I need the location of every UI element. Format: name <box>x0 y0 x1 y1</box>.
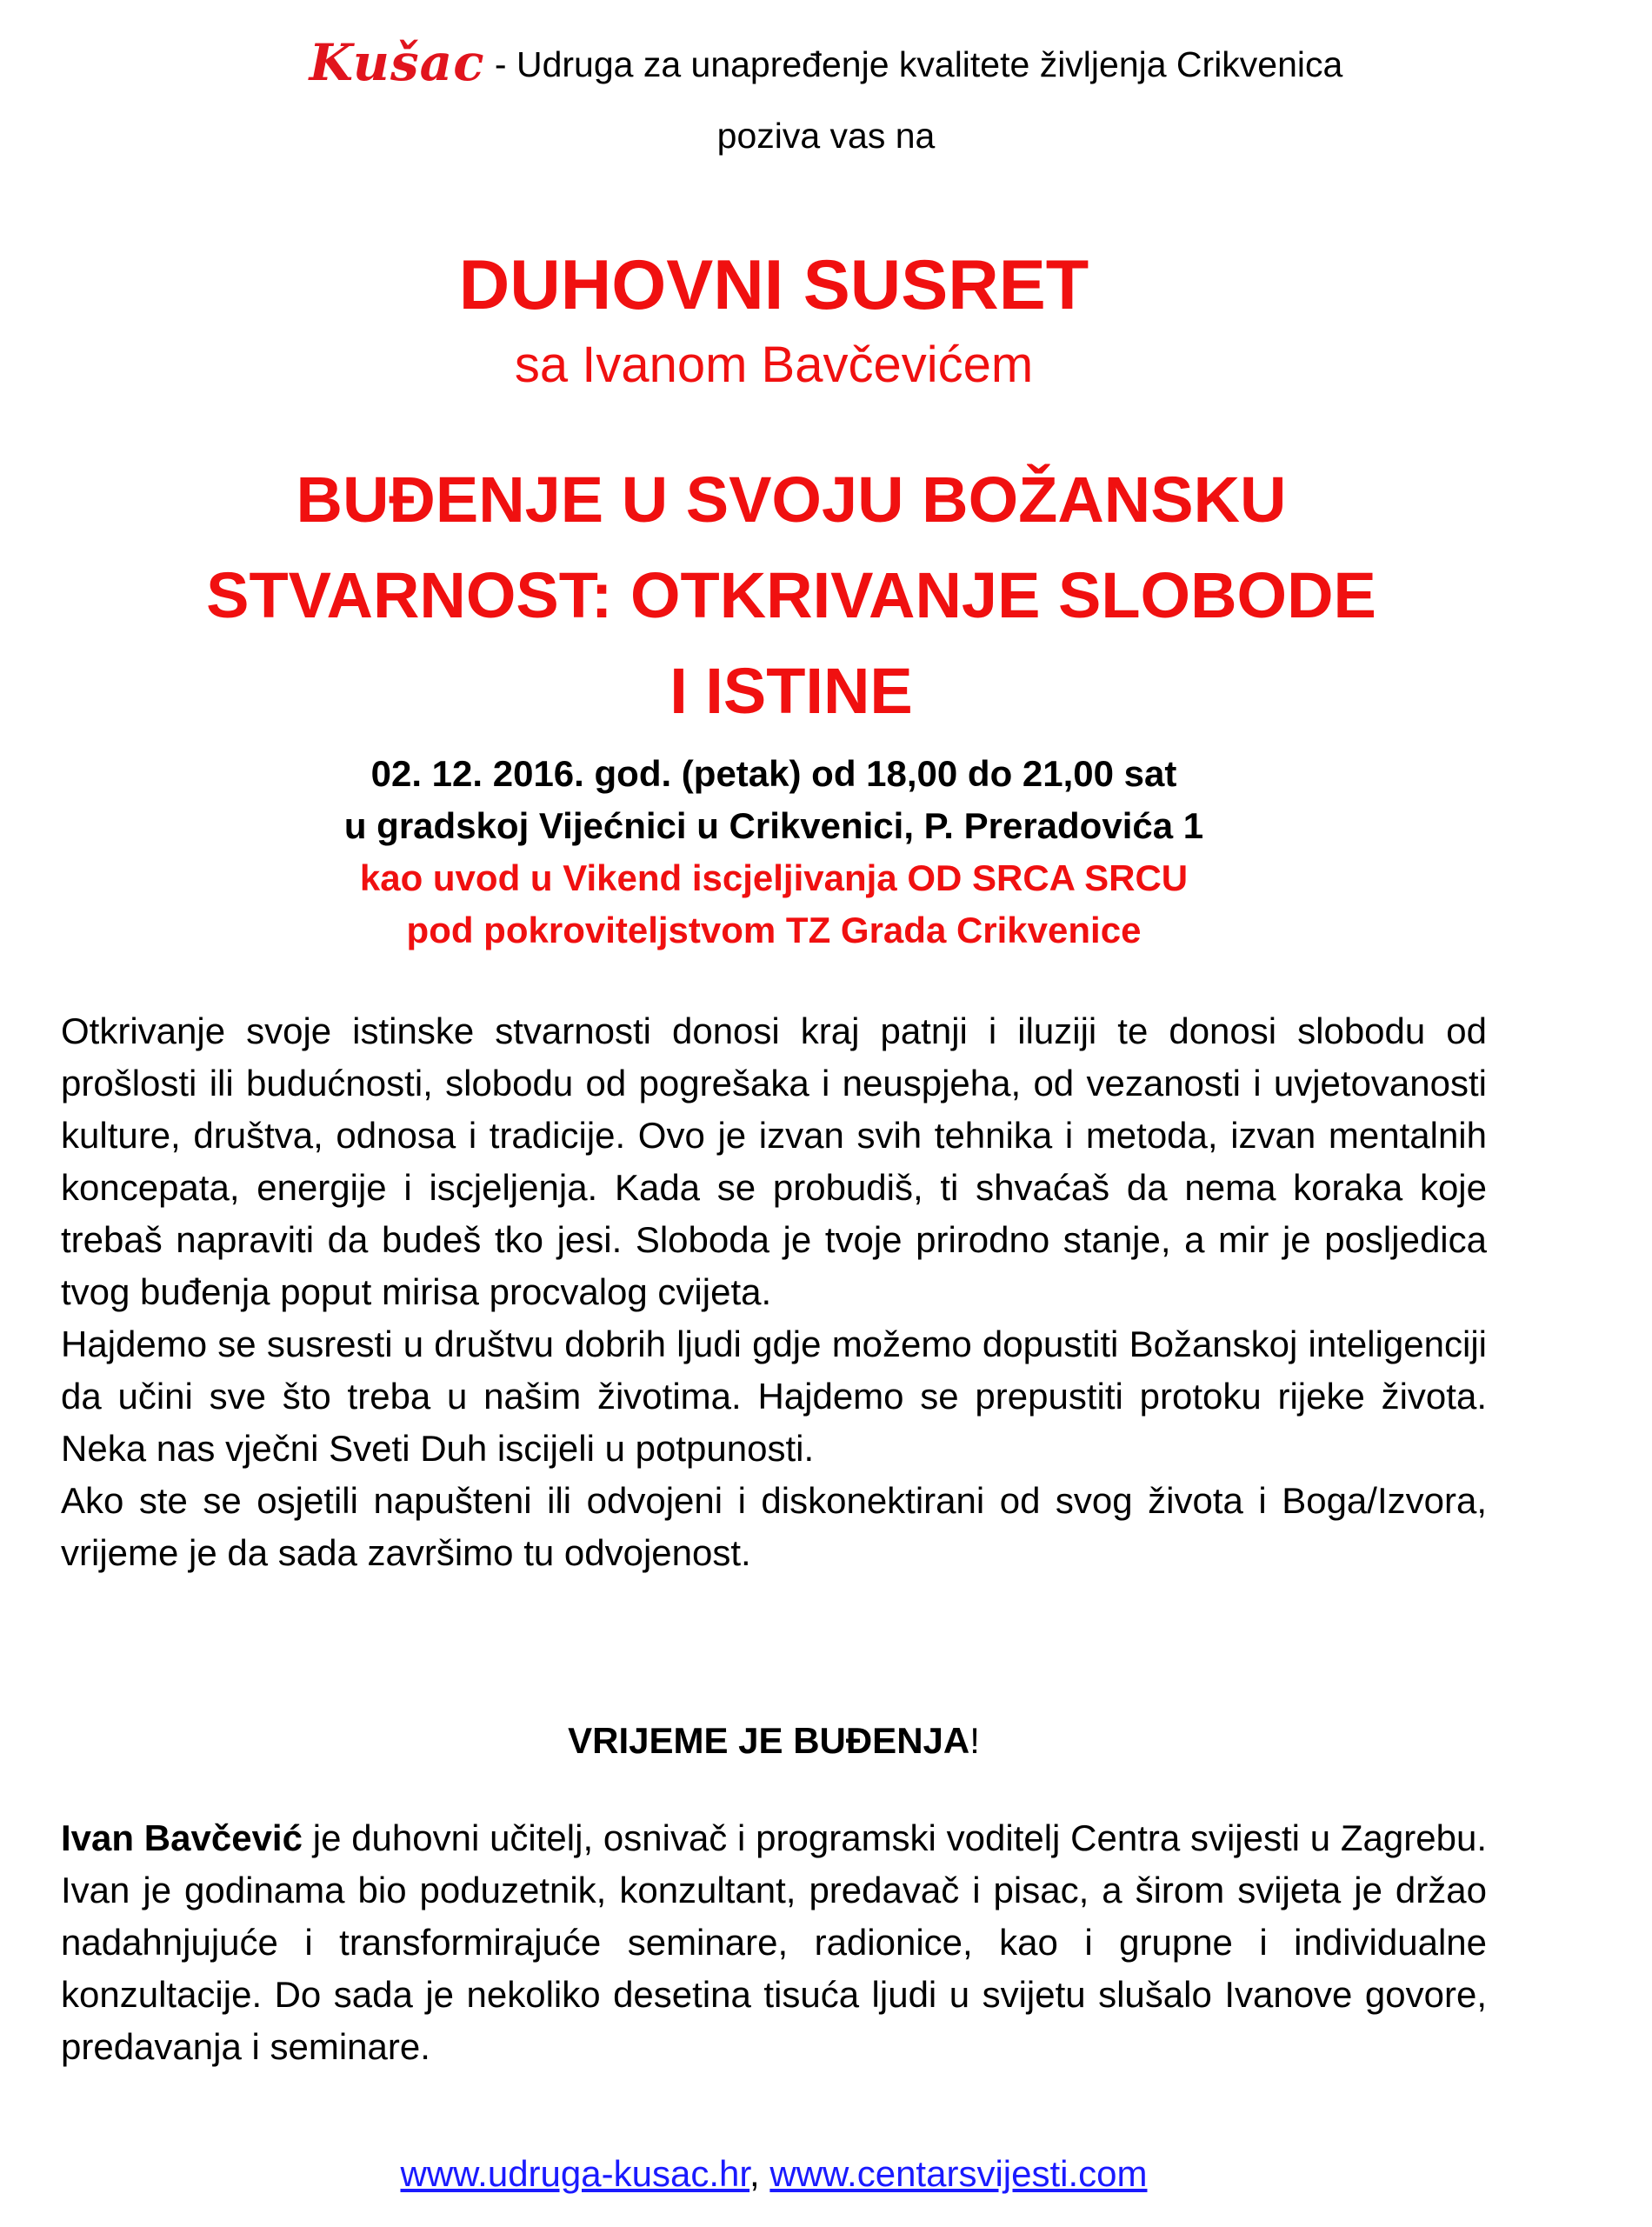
invite-text: poziva vas na <box>716 116 936 156</box>
description-paragraph-1: Otkrivanje svoje istinske stvarnosti donosi kraj patnji i iluziji te donosi slobodu od prošlosti ili budućnosti, slobodu od pogrešaka i neuspjeha, od vezanosti i uvjetovanosti kulture, društva, odnosa i tradicije. Ovo je izvan svih tehnika i metoda, izvan mentalnih koncepata, energije i iscjeljenja. Kada se probudiš, ti shvaćaš da nema koraka koje trebaš napraviti da budeš tko jesi. Sloboda je tvoje prirodno stanje, a mir je posljedica tvog buđenja poput mirisa procvalog cvijeta. <box>61 1010 1487 1312</box>
event-details <box>0 748 1548 957</box>
description-paragraph-3: Ako ste se osjetili napušteni ili odvojeni i diskonektirani od svog života i Boga/Izvora, vrijeme je da sada završimo tu odvojenost. <box>61 1480 1487 1573</box>
slogan-mark: ! <box>969 1720 980 1761</box>
slogan-text: VRIJEME JE BUĐENJA <box>568 1720 970 1761</box>
slogan <box>0 1715 1548 1767</box>
headline-line-2: STVARNOST: OTKRIVANJE SLOBODE <box>206 559 1376 631</box>
description-paragraph-2: Hajdemo se susresti u društvu dobrih ljudi gdje možemo dopustiti Božanskoj inteligenciji da učini sve što treba u našim životima. Hajdemo se prepustiti protoku rijeke života. Neka nas vječni Sveti Duh iscijeli u potpunosti. <box>61 1324 1487 1469</box>
headline-line-1: BUĐENJE U SVOJU BOŽANSKU <box>296 463 1287 536</box>
link-udruga-kusac[interactable]: www.udruga-kusac.hr <box>400 2153 750 2194</box>
footer-links <box>0 2148 1548 2200</box>
link-centar-svijesti[interactable]: www.centarsvijesti.com <box>769 2153 1148 2194</box>
link-separator: , <box>749 2153 770 2194</box>
description <box>61 1005 1487 1579</box>
kusac-logo: Kušac <box>309 33 485 92</box>
bio-name: Ivan Bavčević <box>61 1817 303 1858</box>
event-intro: kao uvod u Vikend iscjeljivanja OD SRCA SRCU <box>359 857 1189 898</box>
event-venue: u gradskoj Vijećnici u Crikvenici, P. Preradovića 1 <box>343 805 1204 846</box>
organization-line <box>0 33 1652 92</box>
event-title: DUHOVNI SUSRET <box>458 246 1089 324</box>
bio-text: je duhovni učitelj, osnivač i programski voditelj Centra svijesti u Zagrebu. Ivan je godinama bio poduzetnik, konzultant, predavač i pisac, a širom svijeta je držao nadahnjujuće i transformirajuće seminare, radionice, kao i grupne i individualne konzultacije. Do sada je nekoliko desetina tisuća ljudi u svijetu slušalo Ivanove govore, predavanja i seminare. <box>61 1817 1487 2067</box>
header <box>0 33 1652 160</box>
organization-name: - Udruga za unapređenje kvalitete življenja Crikvenica <box>494 44 1343 84</box>
event-headline <box>35 452 1548 739</box>
biography <box>61 1812 1487 2073</box>
event-subtitle: sa Ivanom Bavčevićem <box>514 337 1034 393</box>
event-sponsor: pod pokroviteljstvom TZ Grada Crikvenice <box>406 910 1142 950</box>
headline-line-3: I ISTINE <box>669 655 913 727</box>
event-date: 02. 12. 2016. god. (petak) od 18,00 do 21,00 sat <box>370 753 1177 794</box>
